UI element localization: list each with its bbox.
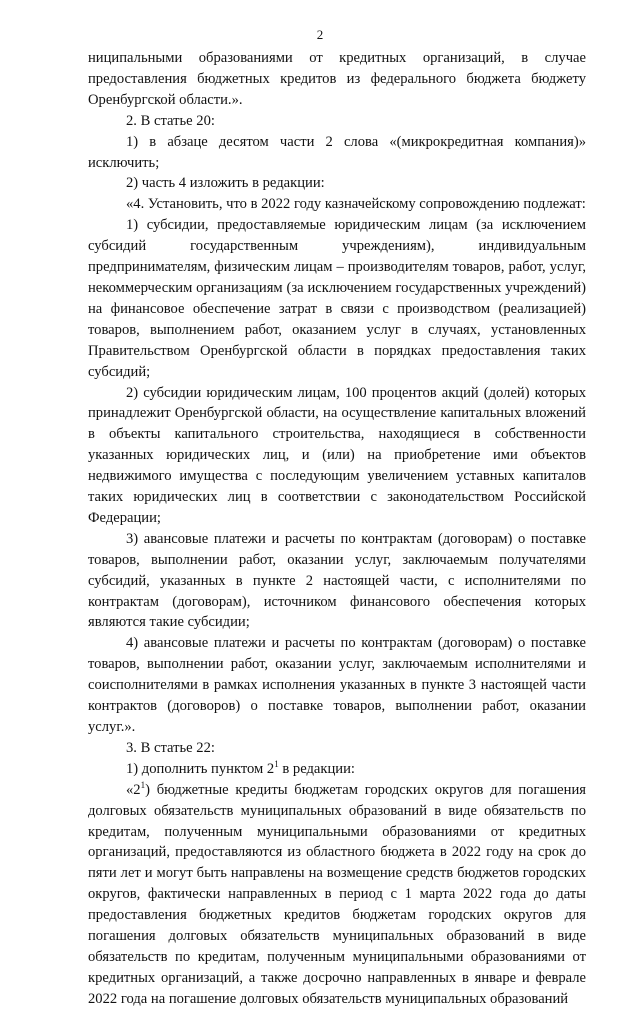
- paragraph-part-4: «4. Установить, что в 2022 году казначейскому сопровождению подлежат:: [126, 196, 586, 213]
- paragraph-add-point: [88, 759, 586, 780]
- paragraph-point-2-1: [88, 780, 586, 1010]
- paragraph-article-22: 3. В статье 22:: [126, 739, 215, 756]
- paragraph-continuation: ниципальными образованиями от кредитных организаций, в случае предоставления бюджетных кредитов из федерального бюджета бюджету Оренбургской области.».: [88, 50, 586, 108]
- text-fragment: 1) дополнить пунктом 2: [126, 760, 275, 777]
- paragraph-subitem-2: 2) субсидии юридическим лицам, 100 процентов акций (долей) которых принадлежит Оренбургской области, на осуществление капитальных вложений в объекты капитального строительства, находящиеся в собственности указанных юридических лиц, и (или) на приобретение ими объектов недвижимого имущества с последующим увеличением уставных капиталов таких юридических лиц в соответствии с законодательством Российской Федерации;: [88, 384, 586, 526]
- paragraph-subitem-3: 3) авансовые платежи и расчеты по контрактам (договорам) о поставке товаров, выполнении работ, оказании услуг, заключаемым получателями субсидий, указанных в пункте 2 настоящей части, с исполнителями по контрактам (договорам), источником финансового обеспечения которых являются такие субсидии;: [88, 530, 586, 631]
- paragraph-subitem-4: 4) авансовые платежи и расчеты по контрактам (договорам) о поставке товаров, выполнении работ, оказании услуг, заключаемым исполнителями и соисполнителями в рамках исполнения указанных в пункте 3 настоящей части контрактов (договоров) о поставке товаров, выполнении работ, оказании услуг.».: [88, 635, 586, 735]
- paragraph-subitem-1: 1) субсидии, предоставляемые юридическим лицам (за исключением субсидий государственным учреждениям), индивидуальным предпринимателям, физическим лицам – производителям товаров, работ, услуг, некоммерческим организациям (за исключением государственных учреждений) на финансовое обеспечение затрат в связи с производством (реализацией) товаров, выполнением работ, оказанием услуг в случаях, установленных Правительством Оренбургской области в порядках предоставления таких субсидий;: [88, 217, 586, 380]
- page-number: 2: [316, 27, 324, 42]
- paragraph-article-20: 2. В статье 20:: [126, 112, 215, 129]
- paragraph-item-2: 2) часть 4 изложить в редакции:: [126, 175, 325, 192]
- superscript: 1: [274, 758, 279, 769]
- document-body: [88, 48, 586, 1010]
- superscript: 1: [140, 779, 146, 790]
- text-fragment: в редакции:: [278, 760, 355, 777]
- text-fragment: «2: [126, 781, 141, 798]
- text-fragment: ) бюджетные кредиты бюджетам городских округов для погашения долговых обязательств муниципальных образований в виде обязательств по кредитам, полученным муниципальными образованиями от кредитных организаций, предоставляются из областного бюджета в 2022 году на срок до пяти лет и могут быть направлены на возмещение средств бюджетов городских округов, фактически направленных в период с 1 марта 2022 года до даты предоставления бюджетных кредитов бюджетам городских округов для погашения долговых обязательств муниципальных образований в виде обязательств по кредитам, полученным муниципальными образованиями от кредитных организаций, а также досрочно направленных в январе и феврале 2022 года на погашение долговых обязательств муниципальных образований: [88, 781, 586, 1007]
- paragraph-item-1: 1) в абзаце десятом части 2 слова «(микрокредитная компания)» исключить;: [88, 133, 586, 171]
